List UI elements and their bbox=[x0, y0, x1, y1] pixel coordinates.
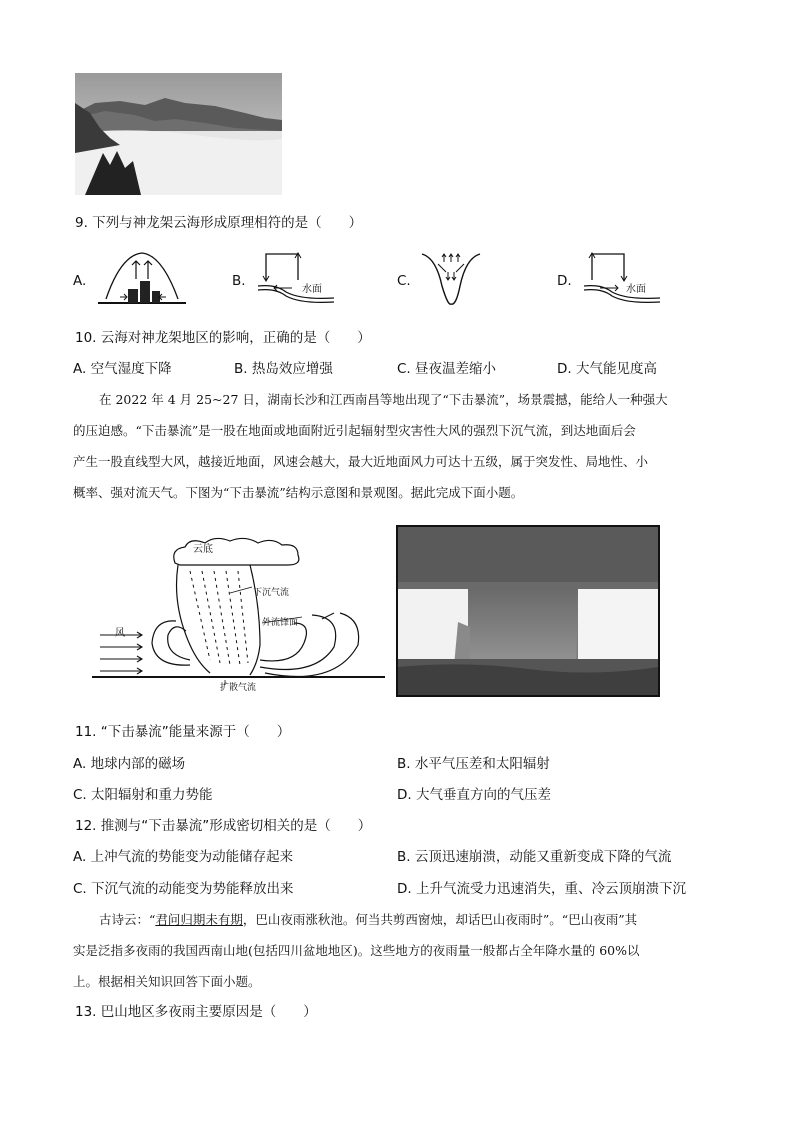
q9-option-d-letter: D. bbox=[557, 273, 572, 289]
downburst-structure-diagram bbox=[90, 535, 390, 695]
q9-option-c-diagram bbox=[420, 250, 482, 308]
diagram-label-spreading-flow: 扩散气流 bbox=[220, 683, 257, 693]
passage2-prefix: 古诗云：“ bbox=[99, 912, 156, 927]
question-10-stem: 10. 云海对神龙架地区的影响，正确的是（ ） bbox=[75, 330, 371, 346]
q11-option-d: D. 大气垂直方向的气压差 bbox=[397, 787, 551, 803]
passage2-underlined-quote: 君问归期未有期 bbox=[155, 912, 243, 927]
diagram-label-wind: 风 bbox=[115, 628, 125, 639]
passage-line: 概率、强对流天气。下图为“下击暴流”结构示意图和景观图。据此完成下面小题。 bbox=[73, 485, 524, 500]
q10-option-a: A. 空气湿度下降 bbox=[73, 361, 172, 377]
q9-option-b-letter: B. bbox=[232, 273, 246, 289]
passage-line: 的压迫感。“下击暴流”是一股在地面或地面附近引起辐射型灾害性大风的强烈下沉气流，到达地面后会 bbox=[73, 423, 636, 438]
question-12-stem: 12. 推测与“下击暴流”形成密切相关的是（ ） bbox=[75, 818, 372, 834]
q12-option-c: C. 下沉气流的动能变为势能释放出来 bbox=[73, 881, 294, 897]
q12-option-a: A. 上冲气流的势能变为动能储存起来 bbox=[73, 849, 294, 865]
passage2-line-1 bbox=[73, 904, 723, 935]
q9-option-a-diagram bbox=[96, 245, 188, 307]
sea-of-clouds-photo bbox=[75, 73, 282, 195]
question-11-stem: 11. “下击暴流”能量来源于（ ） bbox=[75, 724, 291, 740]
diagram-label-downdraft: 下沉气流 bbox=[253, 588, 290, 598]
passage-line: 在 2022 年 4 月 25~27 日，湖南长沙和江西南昌等地出现了“下击暴流”，场景震撼，能给人一种强大 bbox=[99, 392, 668, 407]
downburst-photo bbox=[396, 525, 660, 697]
q9-option-d-water-label: 水面 bbox=[626, 284, 646, 295]
q9-option-d-diagram bbox=[582, 248, 662, 306]
q11-option-b: B. 水平气压差和太阳辐射 bbox=[397, 756, 550, 772]
passage-bashan-night-rain bbox=[73, 904, 723, 997]
q9-option-b-water-label: 水面 bbox=[302, 284, 322, 295]
passage-downburst bbox=[73, 384, 723, 508]
q9-option-a-letter: A. bbox=[73, 273, 87, 289]
diagram-label-cloud-base: 云底 bbox=[193, 544, 213, 555]
q12-option-b: B. 云顶迅速崩溃，动能又重新变成下降的气流 bbox=[397, 849, 672, 865]
question-9-stem: 9. 下列与神龙架云海形成原理相符的是（ ） bbox=[75, 215, 363, 231]
q9-option-c-letter: C. bbox=[397, 273, 411, 289]
q10-option-c: C. 昼夜温差缩小 bbox=[397, 361, 497, 377]
passage2-line-2: 实是泛指多夜雨的我国西南山地(包括四川盆地地区)。这些地方的夜雨量一般都占全年降水量的 60%以 bbox=[73, 943, 640, 958]
passage-line: 产生一股直线型大风，越接近地面，风速会越大，最大近地面风力可达十五级，属于突发性、局地性、小 bbox=[73, 454, 649, 469]
q10-option-d: D. 大气能见度高 bbox=[557, 361, 657, 377]
passage2-line1-rest: ，巴山夜雨涨秋池。何当共剪西窗烛，却话巴山夜雨时”。“巴山夜雨”其 bbox=[242, 912, 638, 927]
question-13-stem: 13. 巴山地区多夜雨主要原因是（ ） bbox=[75, 1004, 317, 1020]
q9-option-b-diagram bbox=[256, 248, 336, 306]
q10-option-b: B. 热岛效应增强 bbox=[234, 361, 333, 377]
diagram-label-gust-front: 外流锋面 bbox=[262, 618, 299, 628]
q11-option-c: C. 太阳辐射和重力势能 bbox=[73, 787, 213, 803]
q12-option-d: D. 上升气流受力迅速消失，重、冷云顶崩溃下沉 bbox=[397, 881, 686, 897]
passage2-line-3: 上。根据相关知识回答下面小题。 bbox=[73, 974, 261, 989]
q11-option-a: A. 地球内部的磁场 bbox=[73, 756, 186, 772]
